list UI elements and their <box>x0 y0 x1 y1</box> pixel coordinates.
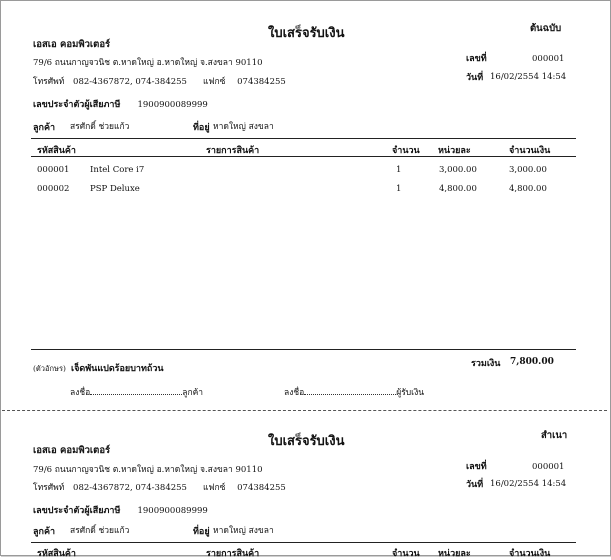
header-amount: จำนวนเงิน <box>509 146 551 156</box>
doc-date: 16/02/2554 14:54 <box>490 72 567 82</box>
header-qty: จำนวน <box>392 146 420 156</box>
doc-number: 000001 <box>532 54 565 64</box>
row-item: PSP Deluxe <box>90 184 140 194</box>
signature-customer <box>70 385 203 399</box>
fax-label: แฟกซ์ <box>203 77 226 87</box>
phone-row <box>33 480 187 494</box>
company-address: 79/6 ถนนกาญจวนิช ต.หาดใหญ่ อ.หาดใหญ่ จ.สงขลา 90110 <box>33 465 263 475</box>
header-unit-price: หน่วยละ <box>438 549 471 559</box>
row-qty: 1 <box>396 165 402 175</box>
row-unit-price: 3,000.00 <box>439 165 477 175</box>
taxid-value: 1900900089999 <box>137 100 208 110</box>
row-unit-price: 4,800.00 <box>439 184 477 194</box>
words-label: (ตัวอักษร) <box>33 364 66 373</box>
table-top-rule <box>31 542 576 543</box>
receipt-title: ใบเสร็จรับเงิน <box>268 26 345 41</box>
phone-label: โทรศัพท์ <box>33 77 65 87</box>
phone-value: 082-4367872, 074-384255 <box>73 77 187 87</box>
row-qty: 1 <box>396 184 402 194</box>
sign-line <box>90 394 182 395</box>
fax-label: แฟกซ์ <box>203 483 226 493</box>
taxid-value: 1900900089999 <box>137 506 208 516</box>
header-unit-price: หน่วยละ <box>438 146 471 156</box>
cut-line <box>2 410 607 411</box>
taxid-row <box>33 498 208 517</box>
total-label: รวมเงิน <box>471 359 501 369</box>
doc-date-label: วันที่ <box>466 480 484 490</box>
row-code: 000001 <box>37 165 70 175</box>
amount-in-words <box>33 356 164 375</box>
total-value: 7,800.00 <box>510 357 554 367</box>
customer-address-label: ที่อยู่ <box>193 123 210 133</box>
doc-number: 000001 <box>532 462 565 472</box>
signature-receiver <box>284 385 424 399</box>
sign-label: ลงชื่อ <box>70 388 91 398</box>
doc-date: 16/02/2554 14:54 <box>490 479 567 489</box>
doc-date-label: วันที่ <box>466 73 484 83</box>
phone-label: โทรศัพท์ <box>33 483 65 493</box>
doc-number-label: เลขที่ <box>466 462 487 472</box>
row-item: Intel Core i7 <box>90 165 145 175</box>
fax-value: 074384255 <box>237 483 286 493</box>
company-name: เอสเอ คอมพิวเตอร์ <box>33 445 111 456</box>
customer-label: ลูกค้า <box>33 123 56 133</box>
header-code: รหัสสินค้า <box>37 146 76 156</box>
taxid-row <box>33 92 208 111</box>
phone-value: 082-4367872, 074-384255 <box>73 483 187 493</box>
doc-number-label: เลขที่ <box>466 54 487 64</box>
header-code: รหัสสินค้า <box>37 549 76 559</box>
header-amount: จำนวนเงิน <box>509 549 551 559</box>
company-address: 79/6 ถนนกาญจวนิช ต.หาดใหญ่ อ.หาดใหญ่ จ.สงขลา 90110 <box>33 58 263 68</box>
company-name: เอสเอ คอมพิวเตอร์ <box>33 39 111 50</box>
customer-address: หาดใหญ่ สงขลา <box>213 526 274 536</box>
sign-line <box>304 394 396 395</box>
taxid-label: เลขประจำตัวผู้เสียภาษี <box>33 100 121 110</box>
fax-row <box>203 480 286 494</box>
row-amount: 3,000.00 <box>509 165 547 175</box>
sign-role: ผู้รับเงิน <box>396 388 425 398</box>
customer-name: สรศักดิ์ ช่วยแก้ว <box>70 122 130 132</box>
header-item: รายการสินค้า <box>206 549 260 559</box>
fax-row <box>203 74 286 88</box>
table-header-rule <box>31 156 576 157</box>
customer-address-label: ที่อยู่ <box>193 527 210 537</box>
customer-label: ลูกค้า <box>33 527 56 537</box>
customer-name: สรศักดิ์ ช่วยแก้ว <box>70 526 130 536</box>
row-code: 000002 <box>37 184 70 194</box>
table-top-rule <box>31 138 576 139</box>
customer-address: หาดใหญ่ สงขลา <box>213 122 274 132</box>
row-amount: 4,800.00 <box>509 184 547 194</box>
taxid-label: เลขประจำตัวผู้เสียภาษี <box>33 506 121 516</box>
copy-label: สำเนา <box>541 430 568 441</box>
copy-label: ต้นฉบับ <box>530 23 562 34</box>
header-qty: จำนวน <box>392 549 420 559</box>
table-bottom-rule <box>31 349 576 350</box>
sign-label: ลงชื่อ <box>284 388 305 398</box>
fax-value: 074384255 <box>237 77 286 87</box>
phone-row <box>33 74 187 88</box>
words-value: เจ็ดพันแปดร้อยบาทถ้วน <box>71 364 164 374</box>
header-item: รายการสินค้า <box>206 146 260 156</box>
receipt-title: ใบเสร็จรับเงิน <box>268 434 345 449</box>
sign-role: ลูกค้า <box>182 388 204 398</box>
